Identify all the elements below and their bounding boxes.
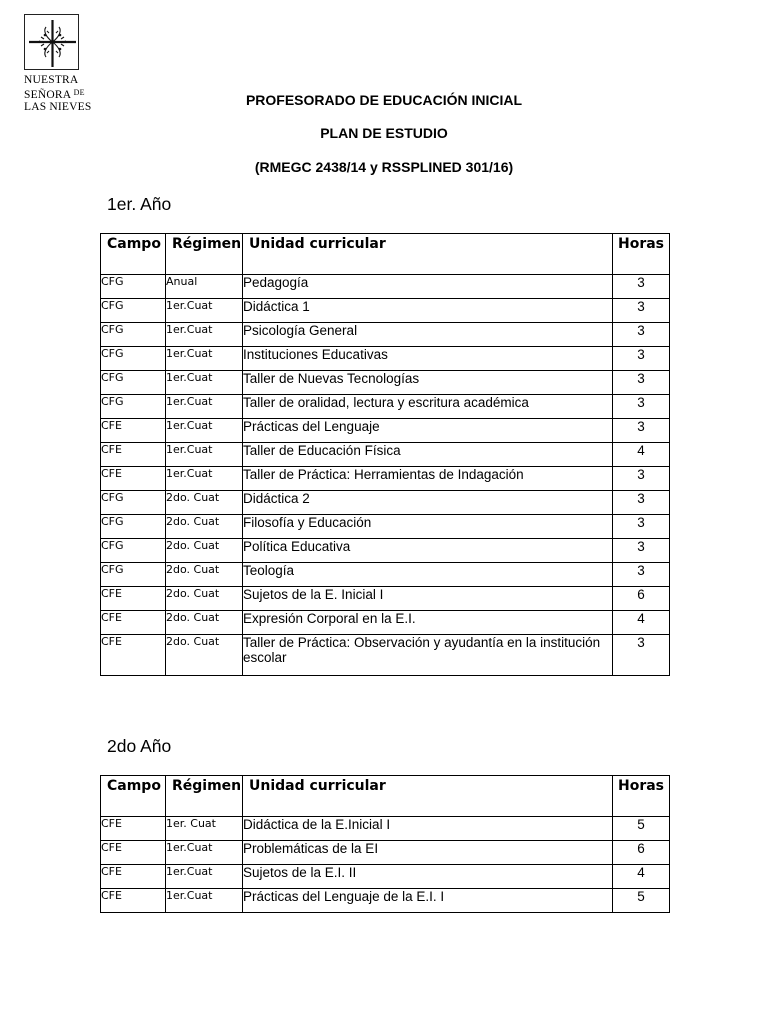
horas-cell: 3 bbox=[613, 491, 670, 515]
table-row bbox=[101, 443, 670, 467]
year-2-title: 2do Año bbox=[107, 736, 172, 756]
table-row bbox=[101, 395, 670, 419]
logo-line-2-de: DE bbox=[73, 87, 85, 97]
regimen-cell: 2do. Cuat bbox=[166, 587, 243, 611]
cross-icon bbox=[25, 15, 80, 71]
horas-cell: 6 bbox=[613, 587, 670, 611]
unidad-cell: Taller de Educación Física bbox=[243, 443, 613, 467]
table-row bbox=[101, 515, 670, 539]
plan-title: PLAN DE ESTUDIO bbox=[320, 125, 448, 141]
regimen-cell: 1er.Cuat bbox=[166, 323, 243, 347]
unidad-cell: Taller de Práctica: Observación y ayudantía en la institución escolar bbox=[243, 635, 613, 676]
unidad-cell: Sujetos de la E. Inicial I bbox=[243, 587, 613, 611]
col-unidad: Unidad curricular bbox=[243, 776, 613, 817]
horas-cell: 4 bbox=[613, 443, 670, 467]
regimen-cell: 2do. Cuat bbox=[166, 515, 243, 539]
horas-cell: 3 bbox=[613, 539, 670, 563]
regimen-cell: 2do. Cuat bbox=[166, 491, 243, 515]
horas-cell: 5 bbox=[613, 817, 670, 841]
horas-cell: 4 bbox=[613, 865, 670, 889]
col-campo: Campo bbox=[101, 234, 166, 275]
unidad-cell: Teología bbox=[243, 563, 613, 587]
campo-cell: CFG bbox=[101, 275, 166, 299]
regimen-cell: 1er.Cuat bbox=[166, 889, 243, 913]
table-row bbox=[101, 587, 670, 611]
logo-line-2 bbox=[24, 87, 94, 102]
campo-cell: CFG bbox=[101, 491, 166, 515]
col-unidad: Unidad curricular bbox=[243, 234, 613, 275]
table-header-row bbox=[101, 234, 670, 275]
col-horas: Horas bbox=[613, 234, 670, 275]
horas-cell: 3 bbox=[613, 395, 670, 419]
unidad-cell: Taller de oralidad, lectura y escritura académica bbox=[243, 395, 613, 419]
table-header-row bbox=[101, 776, 670, 817]
regimen-cell: 1er. Cuat bbox=[166, 817, 243, 841]
table-row bbox=[101, 841, 670, 865]
col-regimen: Régimen bbox=[166, 776, 243, 817]
logo-text bbox=[24, 74, 94, 114]
logo-frame bbox=[24, 14, 79, 70]
unidad-cell: Expresión Corporal en la E.I. bbox=[243, 611, 613, 635]
col-campo: Campo bbox=[101, 776, 166, 817]
table-row bbox=[101, 817, 670, 841]
table-row bbox=[101, 299, 670, 323]
year-1-title: 1er. Año bbox=[107, 194, 172, 214]
table-row bbox=[101, 347, 670, 371]
unidad-cell: Instituciones Educativas bbox=[243, 347, 613, 371]
horas-cell: 3 bbox=[613, 299, 670, 323]
campo-cell: CFE bbox=[101, 587, 166, 611]
campo-cell: CFE bbox=[101, 635, 166, 676]
table-row bbox=[101, 539, 670, 563]
unidad-cell: Taller de Nuevas Tecnologías bbox=[243, 371, 613, 395]
unidad-cell: Prácticas del Lenguaje de la E.I. I bbox=[243, 889, 613, 913]
regimen-cell: 2do. Cuat bbox=[166, 635, 243, 676]
horas-cell: 3 bbox=[613, 419, 670, 443]
horas-cell: 6 bbox=[613, 841, 670, 865]
campo-cell: CFE bbox=[101, 841, 166, 865]
program-title: PROFESORADO DE EDUCACIÓN INICIAL bbox=[245, 92, 523, 108]
regimen-cell: 2do. Cuat bbox=[166, 563, 243, 587]
regimen-cell: 2do. Cuat bbox=[166, 611, 243, 635]
horas-cell: 3 bbox=[613, 323, 670, 347]
horas-cell: 3 bbox=[613, 275, 670, 299]
campo-cell: CFG bbox=[101, 539, 166, 563]
year-1-table bbox=[100, 233, 670, 676]
regimen-cell: 1er.Cuat bbox=[166, 467, 243, 491]
regimen-cell: 1er.Cuat bbox=[166, 419, 243, 443]
regimen-cell: Anual bbox=[166, 275, 243, 299]
table-row bbox=[101, 323, 670, 347]
horas-cell: 5 bbox=[613, 889, 670, 913]
unidad-cell: Sujetos de la E.I. II bbox=[243, 865, 613, 889]
regimen-cell: 1er.Cuat bbox=[166, 299, 243, 323]
campo-cell: CFE bbox=[101, 419, 166, 443]
regimen-cell: 1er.Cuat bbox=[166, 371, 243, 395]
unidad-cell: Filosofía y Educación bbox=[243, 515, 613, 539]
logo-line-3: LAS NIEVES bbox=[24, 101, 92, 113]
table-row bbox=[101, 611, 670, 635]
regimen-cell: 1er.Cuat bbox=[166, 865, 243, 889]
unidad-cell: Psicología General bbox=[243, 323, 613, 347]
horas-cell: 3 bbox=[613, 635, 670, 676]
campo-cell: CFG bbox=[101, 347, 166, 371]
unidad-cell: Didáctica 2 bbox=[243, 491, 613, 515]
table-row bbox=[101, 563, 670, 587]
horas-cell: 3 bbox=[613, 347, 670, 371]
horas-cell: 3 bbox=[613, 467, 670, 491]
campo-cell: CFG bbox=[101, 395, 166, 419]
horas-cell: 3 bbox=[613, 563, 670, 587]
table-row bbox=[101, 635, 670, 676]
regimen-cell: 1er.Cuat bbox=[166, 841, 243, 865]
campo-cell: CFE bbox=[101, 889, 166, 913]
table-row bbox=[101, 467, 670, 491]
campo-cell: CFG bbox=[101, 515, 166, 539]
col-horas: Horas bbox=[613, 776, 670, 817]
campo-cell: CFE bbox=[101, 611, 166, 635]
col-regimen: Régimen bbox=[166, 234, 243, 275]
table-row bbox=[101, 889, 670, 913]
campo-cell: CFE bbox=[101, 443, 166, 467]
unidad-cell: Pedagogía bbox=[243, 275, 613, 299]
table-row bbox=[101, 275, 670, 299]
regimen-cell: 1er.Cuat bbox=[166, 443, 243, 467]
logo-line-2-word: SEÑORA bbox=[24, 88, 71, 101]
regimen-cell: 2do. Cuat bbox=[166, 539, 243, 563]
resolution-title: (RMEGC 2438/14 y RSSPLINED 301/16) bbox=[254, 159, 514, 175]
campo-cell: CFG bbox=[101, 323, 166, 347]
horas-cell: 3 bbox=[613, 515, 670, 539]
unidad-cell: Taller de Práctica: Herramientas de Indagación bbox=[243, 467, 613, 491]
campo-cell: CFG bbox=[101, 563, 166, 587]
horas-cell: 4 bbox=[613, 611, 670, 635]
campo-cell: CFE bbox=[101, 817, 166, 841]
unidad-cell: Didáctica de la E.Inicial I bbox=[243, 817, 613, 841]
campo-cell: CFE bbox=[101, 467, 166, 491]
logo-line-1: NUESTRA bbox=[24, 74, 79, 86]
campo-cell: CFG bbox=[101, 299, 166, 323]
table-row bbox=[101, 491, 670, 515]
regimen-cell: 1er.Cuat bbox=[166, 395, 243, 419]
campo-cell: CFE bbox=[101, 865, 166, 889]
year-2-table bbox=[100, 775, 670, 913]
table-row bbox=[101, 419, 670, 443]
table-row bbox=[101, 371, 670, 395]
horas-cell: 3 bbox=[613, 371, 670, 395]
unidad-cell: Política Educativa bbox=[243, 539, 613, 563]
regimen-cell: 1er.Cuat bbox=[166, 347, 243, 371]
campo-cell: CFG bbox=[101, 371, 166, 395]
table-row bbox=[101, 865, 670, 889]
unidad-cell: Problemáticas de la EI bbox=[243, 841, 613, 865]
unidad-cell: Prácticas del Lenguaje bbox=[243, 419, 613, 443]
unidad-cell: Didáctica 1 bbox=[243, 299, 613, 323]
